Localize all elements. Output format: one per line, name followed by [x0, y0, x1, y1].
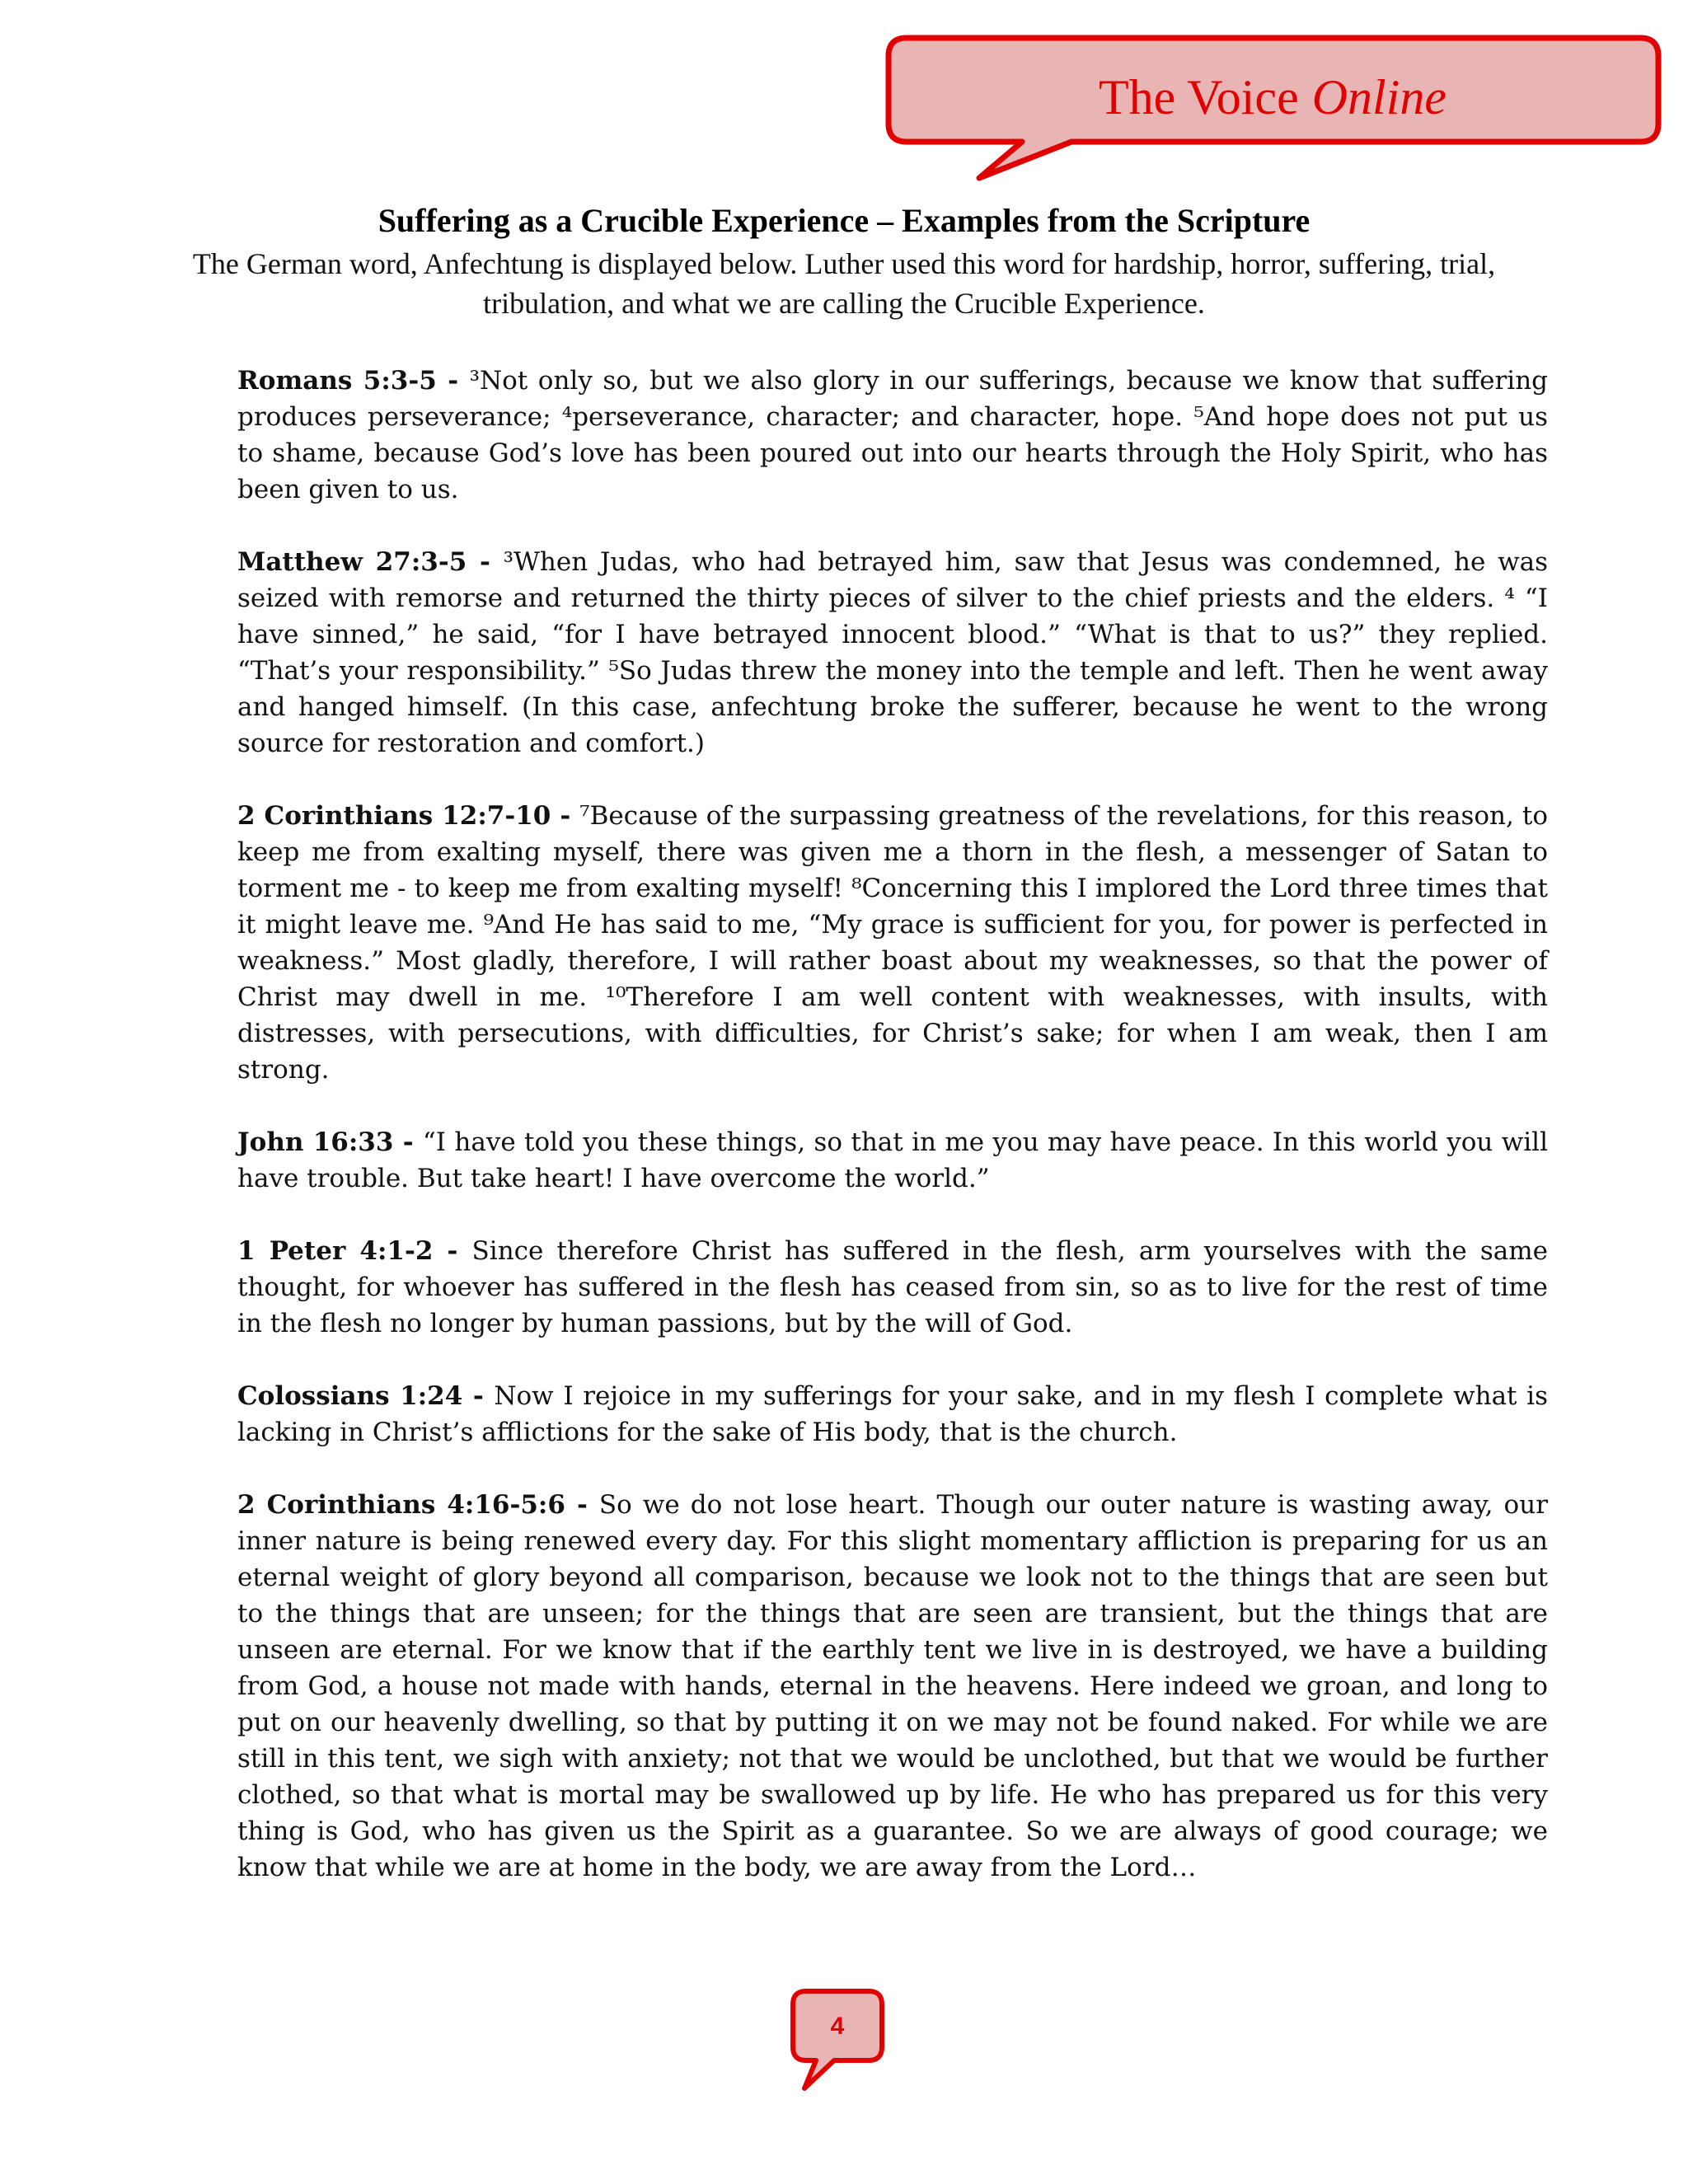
passage-john-16 [237, 1124, 1548, 1197]
passage-colossians-1 [237, 1378, 1548, 1451]
passage-romans-5 [237, 363, 1548, 508]
passage-reference: Romans 5:3-5 [237, 366, 437, 396]
passage-separator: - [393, 1127, 423, 1157]
document-title: Suffering as a Crucible Experience – Examples from the Scripture [377, 202, 1311, 239]
publication-title [882, 54, 1663, 140]
page-number: 4 [830, 2013, 845, 2040]
passage-reference: John 16:33 [237, 1127, 394, 1157]
passage-separator: - [433, 1236, 472, 1266]
passage-text: ³Not only so, but we also glory in our sufferings, because we know that suffering produces perseverance; ⁴perseverance, character; and character, hope. ⁵And hope does not put us to shame, because God’s love has been poured out into our hearts through the Holy Spirit, who has been given to us. [237, 366, 1549, 504]
passage-separator: - [462, 1381, 495, 1411]
passage-separator: - [551, 801, 580, 831]
passage-text: So we do not lose heart. Though our outer nature is wasting away, our inner nature is being renewed every day. For this slight momentary affliction is preparing for us an eternal weight of glory beyond all comparison, because we look not to the things that are seen but to the things that are unseen; for the things that are seen are transient, but the things that are unseen are eternal. For we know that if the earthly tent we live in is destroyed, we have a building from God, a house not made with hands, eternal in the heavens. Here indeed we groan, and long to put on our heavenly dwelling, so that by putting it on we may not be found naked. For while we are still in this tent, we sigh with anxiety; not that we would be unclothed, but that we would be further clothed, so that what is mortal may be swallowed up by life. He who has prepared us for this very thing is God, who has given us the Spirit as a guarantee. So we are always of good courage; we know that while we are at home in the body, we are away from the Lord… [237, 1490, 1549, 1882]
passage-1-peter-4 [237, 1233, 1548, 1342]
scripture-passages [237, 363, 1548, 1922]
passage-separator: - [467, 547, 504, 577]
passage-reference: 2 Corinthians 12:7-10 [237, 801, 551, 831]
header-bubble [882, 33, 1663, 181]
passage-text: Since therefore Christ has suffered in the flesh, arm yourselves with the same thought, for whoever has suffered in the flesh has ceased from sin, so as to live for the rest of time in the flesh no longer by human passions, but by the will of God. [237, 1236, 1549, 1338]
passage-2-corinthians-12 [237, 798, 1548, 1088]
passage-text: ³When Judas, who had betrayed him, saw that Jesus was condemned, he was seized with remorse and returned the thirty pieces of silver to the chief priests and the elders. ⁴ “I have sinned,” he said, “for I have betrayed innocent blood.” “What is that to us?” they replied. “That’s your responsibility.” ⁵So Judas threw the money into the temple and left. Then he went away and hanged himself. (In this case, anfechtung broke the sufferer, because he went to the wrong source for restoration and comfort.) [237, 547, 1549, 758]
passage-reference: 2 Corinthians 4:16-5:6 [237, 1490, 565, 1520]
page-number-bubble [788, 1986, 887, 2092]
passage-matthew-27 [237, 544, 1548, 762]
passage-text: “I have told you these things, so that in me you may have peace. In this world you will have trouble. But take heart! I have overcome the world.” [237, 1127, 1549, 1193]
publication-title-italic: Online [1311, 69, 1447, 124]
passage-text: Now I rejoice in my sufferings for your sake, and in my flesh I complete what is lacking in Christ’s afflictions for the sake of His body, that is the church. [237, 1381, 1548, 1447]
passage-text: ⁷Because of the surpassing greatness of the revelations, for this reason, to keep me from exalting myself, there was given me a thorn in the flesh, a messenger of Satan to torment me - to keep me from exalting myself! ⁸Concerning this I implored the Lord three times that it might leave me. ⁹And He has said to me, “My grace is sufficient for you, for power is perfected in weakness.” Most gladly, therefore, I will rather boast about my weaknesses, so that the power of Christ may dwell in me. ¹⁰Therefore I am well content with weaknesses, with insults, with distresses, with persecutions, with difficulties, for Christ’s sake; for when I am weak, then I am strong. [237, 801, 1548, 1085]
passage-reference: 1 Peter 4:1-2 [237, 1236, 434, 1266]
passage-separator: - [436, 366, 470, 396]
passage-separator: - [565, 1490, 599, 1520]
passage-reference: Colossians 1:24 [237, 1381, 463, 1411]
intro-paragraph: The German word, Anfechtung is displayed below. Luther used this word for hardship, horror, suffering, trial, tribulation, and what we are calling the Crucible Experience. [192, 247, 1496, 320]
passage-reference: Matthew 27:3-5 [237, 547, 467, 577]
publication-title-main: The Voice [1098, 69, 1299, 124]
passage-2-corinthians-4 [237, 1487, 1548, 1886]
